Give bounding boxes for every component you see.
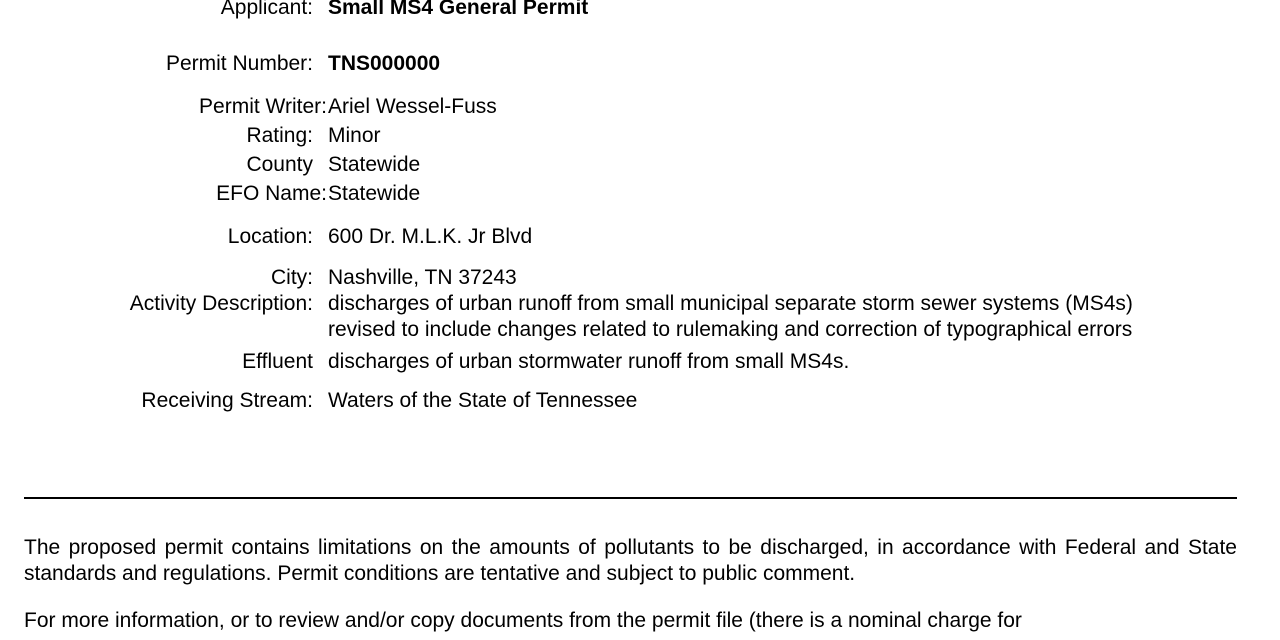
rating-value: Minor xyxy=(328,124,381,147)
section-divider xyxy=(24,497,1237,499)
permit-writer-label: Permit Writer: xyxy=(199,95,327,118)
city-label: City: xyxy=(271,266,313,289)
activity-description-line1: discharges of urban runoff from small municipal separate storm sewer systems (MS4s) xyxy=(328,292,1133,315)
effluent-value: discharges of urban stormwater runoff from small MS4s. xyxy=(328,350,850,373)
applicant-value: Small MS4 General Permit xyxy=(328,0,589,19)
location-value: 600 Dr. M.L.K. Jr Blvd xyxy=(328,225,533,248)
county-value: Statewide xyxy=(328,153,421,176)
receiving-stream-value: Waters of the State of Tennessee xyxy=(328,389,638,412)
permit-number-value: TNS000000 xyxy=(328,52,441,75)
receiving-stream-label: Receiving Stream: xyxy=(141,389,313,412)
applicant-label: Applicant: xyxy=(220,0,313,19)
rating-label: Rating: xyxy=(246,124,313,147)
permit-number-label: Permit Number: xyxy=(165,52,313,75)
permit-writer-value: Ariel Wessel-Fuss xyxy=(328,95,497,118)
effluent-label: Effluent xyxy=(242,350,313,373)
efo-name-label: EFO Name: xyxy=(216,182,327,205)
city-value: Nashville, TN 37243 xyxy=(328,266,517,289)
efo-name-value: Statewide xyxy=(328,182,421,205)
county-label: County xyxy=(246,153,313,176)
body-paragraph-1: The proposed permit contains limitations on the amounts of pollutants to be discharged, in accordance with Federal and State standards and regulations. Permit conditions are tentative and subject to public comment. xyxy=(24,536,1237,585)
location-label: Location: xyxy=(227,225,313,248)
body-paragraph-2: For more information, or to review and/or copy documents from the permit file (there is a nominal charge for xyxy=(24,609,1022,632)
activity-description-line2: revised to include changes related to rulemaking and correction of typographical errors xyxy=(328,318,1133,341)
activity-description-label: Activity Description: xyxy=(129,292,313,315)
